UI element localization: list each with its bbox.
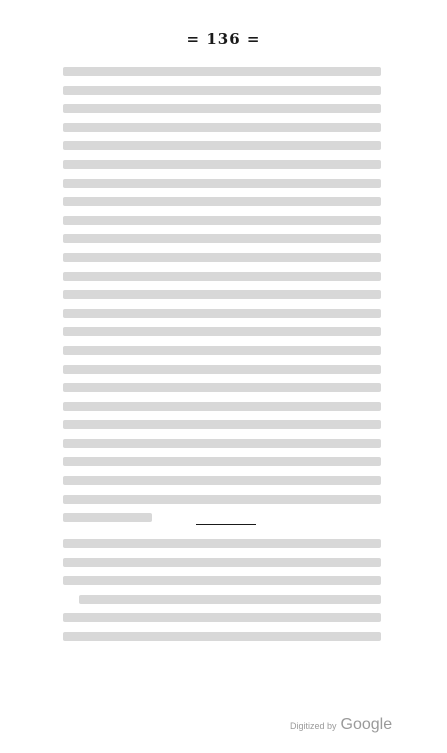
review-body-line xyxy=(63,627,381,646)
body-line xyxy=(63,136,381,155)
body-line xyxy=(63,471,381,490)
review-heading-line xyxy=(63,534,381,553)
body-text xyxy=(63,62,381,527)
body-line xyxy=(63,118,381,137)
review-heading xyxy=(63,534,381,590)
body-line xyxy=(63,267,381,286)
body-line xyxy=(63,397,381,416)
body-line xyxy=(63,211,381,230)
body-line xyxy=(63,248,381,267)
body-line xyxy=(63,452,381,471)
body-line xyxy=(63,285,381,304)
google-logo: Google xyxy=(340,716,393,733)
body-line xyxy=(63,378,381,397)
body-line xyxy=(63,360,381,379)
body-line xyxy=(63,62,381,81)
body-line xyxy=(63,229,381,248)
body-line xyxy=(63,490,381,509)
review-heading-line xyxy=(63,553,381,572)
body-line xyxy=(63,434,381,453)
body-line xyxy=(63,174,381,193)
body-line xyxy=(63,304,381,323)
body-line xyxy=(63,155,381,174)
body-line xyxy=(63,99,381,118)
review-body xyxy=(63,590,381,646)
body-line xyxy=(63,415,381,434)
digitized-by-label: Digitized by xyxy=(290,721,337,731)
body-line xyxy=(63,341,381,360)
review-body-line xyxy=(63,608,381,627)
google-watermark xyxy=(290,716,392,734)
page-number: = 136 = xyxy=(186,30,261,48)
body-line xyxy=(63,81,381,100)
body-line xyxy=(63,322,381,341)
review-body-line xyxy=(63,590,381,609)
section-separator xyxy=(196,524,256,525)
review-citation-line xyxy=(63,571,381,590)
review-section xyxy=(63,534,381,646)
body-line xyxy=(63,192,381,211)
